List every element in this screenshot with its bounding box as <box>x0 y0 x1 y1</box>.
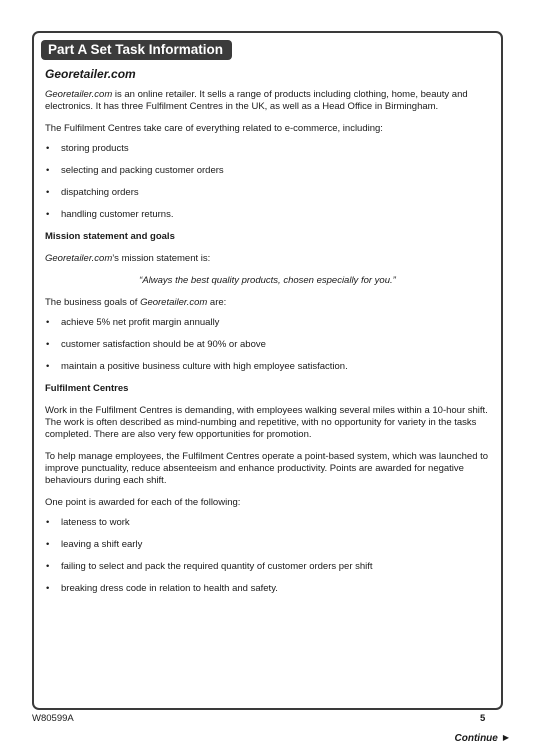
mission-statement-lead: Georetailer.com’s mission statement is: <box>45 253 211 264</box>
goals-list <box>45 317 490 373</box>
mission-heading: Mission statement and goals <box>45 231 175 242</box>
list-item: • maintain a positive business culture with high employee satisfaction. <box>46 361 348 372</box>
fulfilment-heading: Fulfilment Centres <box>45 383 129 394</box>
list-item: • lateness to work <box>46 517 130 528</box>
points-lead: One point is awarded for each of the following: <box>45 497 241 508</box>
company-name: Georetailer.com <box>45 89 113 100</box>
continue-label: Continue ▶ <box>454 733 509 744</box>
list-item: • failing to select and pack the required quantity of customer orders per shift <box>46 561 373 572</box>
ecommerce-lead: The Fulfilment Centres take care of everything related to e-commerce, including: <box>45 123 383 134</box>
paper-code: W80599A <box>32 713 74 724</box>
list-item: • customer satisfaction should be at 90% or above <box>46 339 266 350</box>
fulfilment-paragraph-2: To help manage employees, the Fulfilment Centres operate a point-based system, which was launched to improve punctuality, reduce absenteeism and enhance productivity. Points are awarded for negative behaviours during each shift. <box>45 451 489 486</box>
list-item: • dispatching orders <box>46 187 139 198</box>
fulfilment-paragraph-1: Work in the Fulfilment Centres is demanding, with employees walking several miles within a 10-hour shift. The work is often described as mind-numbing and repetitive, with no opportunity for variety in the tasks completed. There are also very few opportunities for promotion. <box>45 405 488 440</box>
list-item: • storing products <box>46 143 129 154</box>
list-item: • selecting and packing customer orders <box>46 165 224 176</box>
list-item: • leaving a shift early <box>46 539 143 550</box>
list-item: • handling customer returns. <box>46 209 174 220</box>
company-heading: Georetailer.com <box>45 67 136 81</box>
list-item: • achieve 5% net profit margin annually <box>46 317 220 328</box>
intro-text: is an online retailer. It sells a range of products including clothing, home, beauty and electronics. It has three Fulfilment Centres in the UK, as well as a Head Office in Birmingham. <box>45 89 468 112</box>
section-title: Part A Set Task Information <box>41 40 232 60</box>
list-item: • breaking dress code in relation to health and safety. <box>46 583 278 594</box>
ecommerce-list <box>45 143 490 221</box>
mission-quote: “Always the best quality products, chosen especially for you.” <box>139 275 396 286</box>
goals-lead: The business goals of Georetailer.com are: <box>45 297 227 308</box>
right-triangle-icon: ▶ <box>502 733 509 742</box>
main-content <box>45 66 490 595</box>
intro-paragraph <box>45 89 490 113</box>
page-number: 5 <box>480 713 486 724</box>
points-list <box>45 517 490 595</box>
